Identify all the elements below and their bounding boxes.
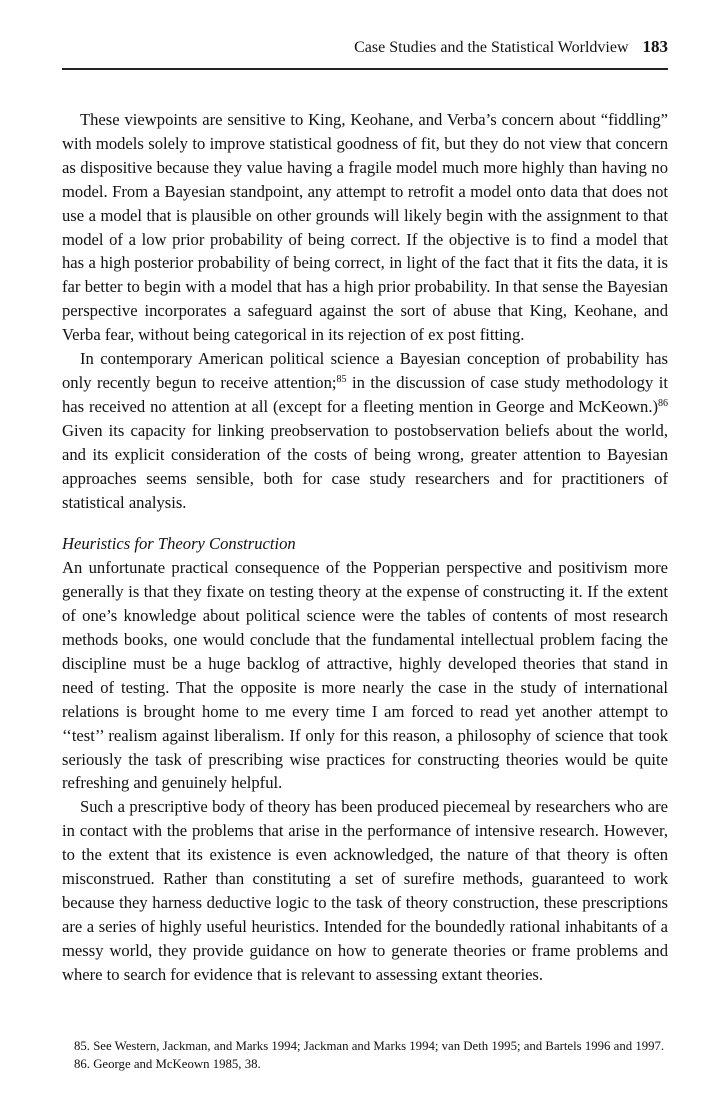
footnote-ref-85[interactable]: 85 — [336, 373, 347, 385]
paragraph-bayesian-viewpoints: These viewpoints are sensitive to King, Keohane, and Verba’s concern about “fiddling” with models solely to improve statistical goodness of fit, but they do not view that concern as dispositive because they value having a fragile model much more highly than having no model. From a Bayesian standpoint, any attempt to retrofit a model onto data that does not use a model that is plausible on other grounds will likely begin with the assignment to that model of a low prior probability of being correct. If the objective is to find a model that has a high posterior probability of being correct, in light of the fact that it fits the data, it is far better to begin with a model that has a high prior probability. In that sense the Bayesian perspective incorporates a safeguard against the sort of abuse that King, Keohane, and Verba fear, without being categorical in its rejection of ex post fitting. — [62, 110, 668, 345]
header-rule — [62, 68, 668, 70]
book-page — [62, 0, 668, 1118]
footnotes — [62, 1038, 668, 1073]
running-title: Case Studies and the Statistical Worldview — [354, 39, 629, 56]
paragraph-contemporary-political-science: In contemporary American political science a Bayesian conception of probability has only recently begun to receive attention;$^{85}$ in the discussion of case study methodology it has received no attention at all (except for a fleeting mention in George and McKeown.)$^{86}$ Given its capacity for linking preobservation to postobservation beliefs about the world, and its explicit consideration of the costs of being wrong, greater attention to Bayesian approaches seems sensible, both for case study researchers and for practitioners of statistical analysis. — [62, 349, 668, 512]
running-header — [62, 36, 668, 59]
paragraph-prescriptive-theory: Such a prescriptive body of theory has been produced piecemeal by researchers who are in contact with the problems that arise in the performance of intensive research. However, to the extent that its existence is even acknowledged, the nature of that theory is often misconstrued. Rather than constituting a set of surefire methods, guaranteed to work because they harness deductive logic to the task of theory construction, these prescriptions are a series of highly useful heuristics. Intended for the boundedly rational inhabitants of a messy world, they provide guidance on how to generate theories or frame problems and where to search for evidence that is relevant to assessing extant theories. — [62, 797, 668, 984]
footnote-85: 85. See Western, Jackman, and Marks 1994; Jackman and Marks 1994; van Deth 1995; and Bartels 1996 and 1997. — [74, 1039, 665, 1053]
main-text — [62, 108, 668, 987]
page-number: 183 — [642, 37, 668, 56]
section-heading: Heuristics for Theory Construction — [62, 534, 296, 554]
paragraph-popperian-consequence: An unfortunate practical consequence of the Popperian perspective and positivism more generally is that they fixate on testing theory at the expense of constructing it. If the extent of one’s knowledge about political science were the tables of contents of most research methods books, one would conclude that the fundamental intellectual problem facing the discipline must be a huge backlog of attractive, highly developed theories that stand in need of testing. That the opposite is more nearly the case in the study of international relations is brought home to me every time I am forced to read yet another attempt to ‘‘test’’ realism against liberalism. If only for this reason, a philosophy of science that took seriously the task of prescribing wise practices for constructing theories would be quite refreshing and genuinely helpful. — [62, 558, 668, 793]
footnote-ref-86[interactable]: 86 — [658, 397, 668, 409]
section-heuristics — [62, 532, 668, 986]
footnote-86: 86. George and McKeown 1985, 38. — [74, 1056, 261, 1071]
